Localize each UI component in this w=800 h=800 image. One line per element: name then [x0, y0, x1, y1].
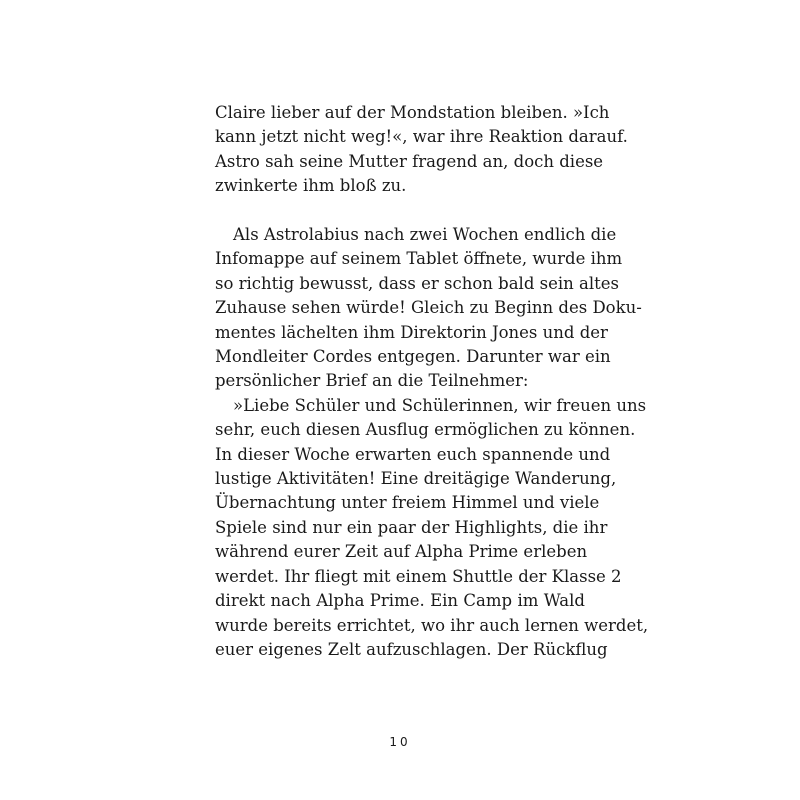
text-line: In dieser Woche erwarten euch spannende und: [215, 444, 611, 464]
text-line: Übernachtung unter freiem Himmel und viele: [215, 493, 600, 513]
text-line: so richtig bewusst, dass er schon bald sein altes: [215, 273, 619, 293]
text-line: wurde bereits errichtet, wo ihr auch lernen werdet,: [215, 615, 649, 635]
text-line: zwinkerte ihm bloß zu.: [215, 176, 407, 196]
text-line: Claire lieber auf der Mondstation bleiben. »Ich: [215, 103, 610, 122]
text-line: direkt nach Alpha Prime. Ein Camp im Wald: [215, 591, 585, 611]
text-line: Infomappe auf seinem Tablet öffnete, wurde ihm: [215, 249, 623, 269]
text-line: werdet. Ihr fliegt mit einem Shuttle der Klasse 2: [215, 566, 622, 586]
text-line: »Liebe Schüler und Schülerinnen, wir freuen uns: [233, 395, 647, 415]
text-line: euer eigenes Zelt aufzuschlagen. Der Rückflug: [215, 639, 608, 659]
text-line: mentes lächelten ihm Direktorin Jones und der: [215, 322, 608, 342]
page-number: 10: [389, 735, 411, 749]
text-line: Spiele sind nur ein paar der Highlights, die ihr: [215, 517, 608, 537]
text-line: Astro sah seine Mutter fragend an, doch diese: [215, 151, 604, 171]
text-line: persönlicher Brief an die Teilnehmer:: [215, 371, 529, 391]
text-line: Mondleiter Cordes entgegen. Darunter war ein: [215, 347, 611, 367]
text-line: Zuhause sehen würde! Gleich zu Beginn des Doku-: [215, 298, 642, 318]
text-line: lustige Aktivitäten! Eine dreitägige Wanderung,: [215, 469, 617, 489]
text-line: Als Astrolabius nach zwei Wochen endlich die: [233, 225, 617, 244]
text-line: während eurer Zeit auf Alpha Prime erleben: [215, 542, 588, 562]
text-line: sehr, euch diesen Ausflug ermöglichen zu können.: [215, 420, 636, 440]
paragraph-2: [215, 223, 649, 662]
paragraph-1: [215, 101, 628, 199]
text-line: kann jetzt nicht weg!«, war ihre Reaktion darauf.: [215, 127, 628, 147]
